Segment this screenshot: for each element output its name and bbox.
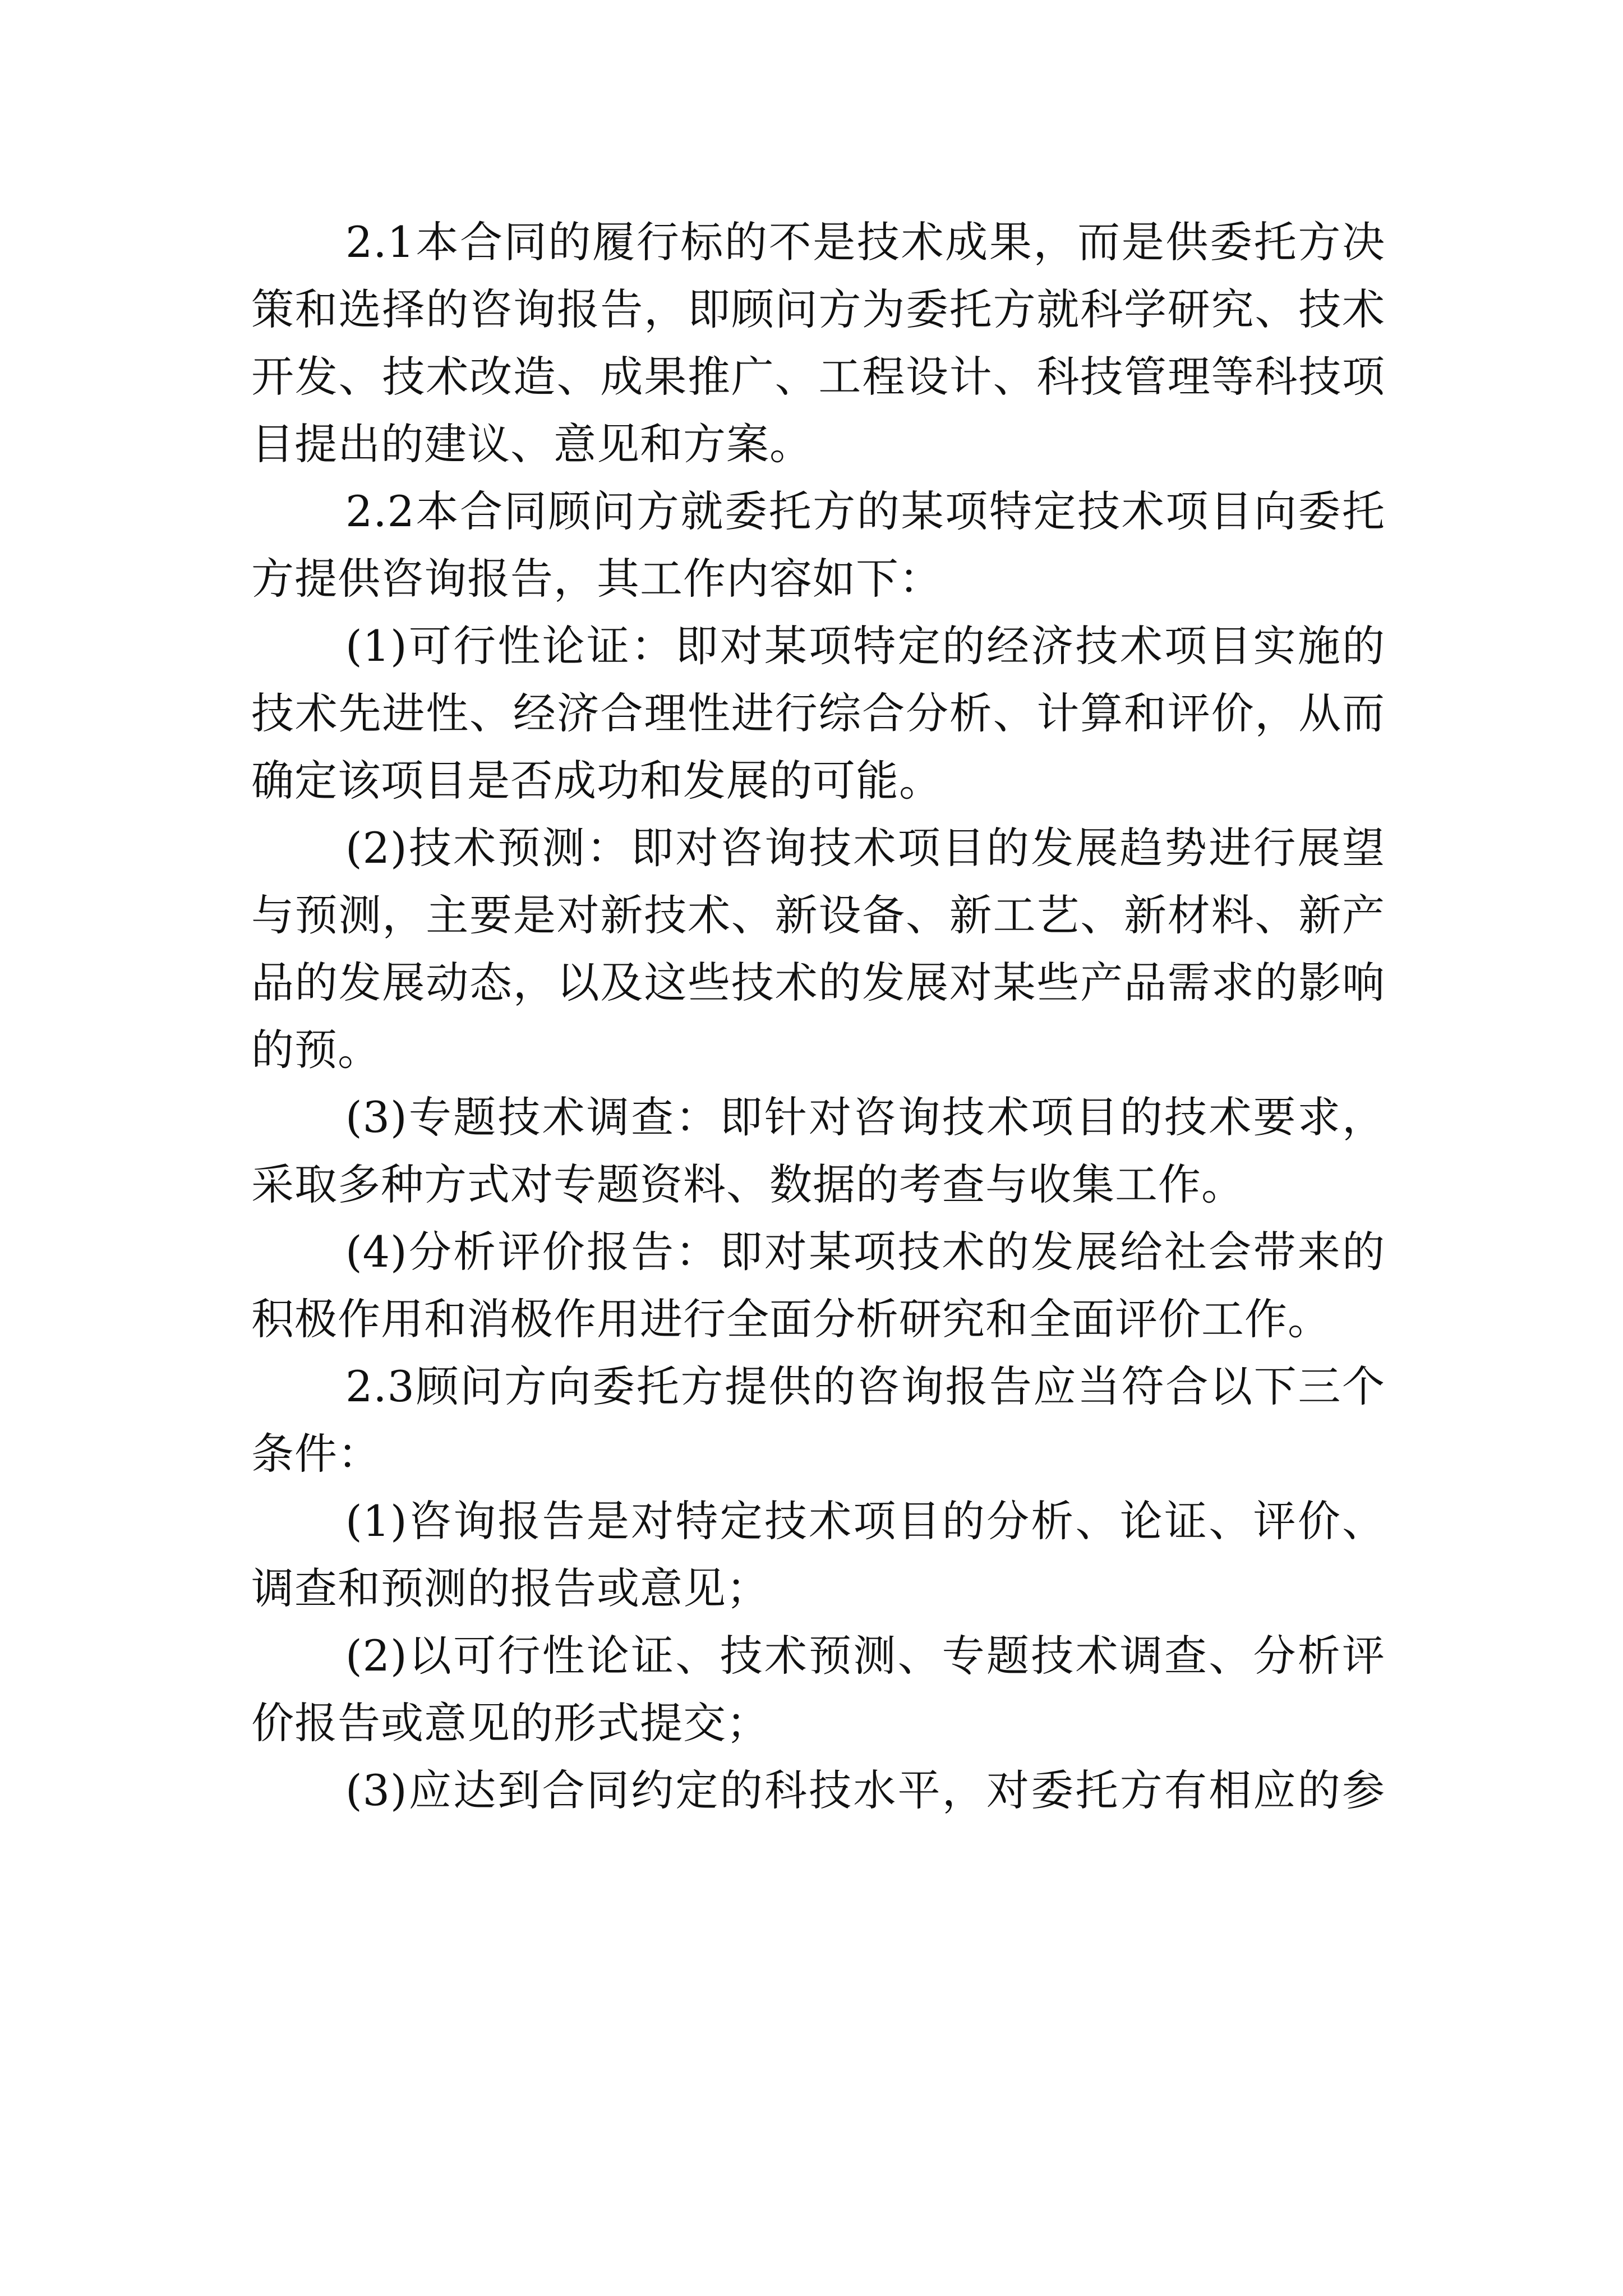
text-line: 2.3顾问方向委托方提供的咨询报告应当符合以下三个: [345, 1361, 1385, 1411]
text-line: 2.1本合同的履行标的不是技术成果，而是供委托方决: [345, 217, 1385, 267]
document-body: [251, 209, 1385, 1824]
text-line: 价报告或意见的形式提交；: [251, 1698, 769, 1748]
text-line: (3)专题技术调查：即针对咨询技术项目的技术要求，: [345, 1092, 1385, 1142]
text-line: 技术先进性、经济合理性进行综合分析、计算和评价，从而: [251, 688, 1385, 738]
text-line: (2)以可行性论证、技术预测、专题技术调查、分析评: [345, 1631, 1385, 1681]
text-line: 确定该项目是否成功和发展的可能。: [251, 756, 942, 806]
text-line: 策和选择的咨询报告，即顾问方为委托方就科学研究、技术: [251, 284, 1385, 334]
text-line: 2.2本合同顾问方就委托方的某项特定技术项目向委托: [345, 486, 1385, 536]
text-line: 开发、技术改造、成果推广、工程设计、科技管理等科技项: [251, 352, 1385, 402]
text-line: (4)分析评价报告：即对某项技术的发展给社会带来的: [345, 1227, 1385, 1277]
text-line: 的预。: [251, 1025, 381, 1075]
text-line: (2)技术预测：即对咨询技术项目的发展趋势进行展望: [345, 823, 1385, 873]
text-line: 条件：: [251, 1429, 381, 1479]
text-line: (1)可行性论证：即对某项特定的经济技术项目实施的: [345, 621, 1385, 671]
text-line: 目提出的建议、意见和方案。: [251, 419, 813, 469]
text-line: (1)咨询报告是对特定技术项目的分析、论证、评价、: [345, 1496, 1385, 1546]
text-line: 调查和预测的报告或意见；: [251, 1563, 769, 1613]
text-line: (3)应达到合同约定的科技水平，对委托方有相应的参: [345, 1765, 1385, 1815]
text-line: 方提供咨询报告，其工作内容如下：: [251, 554, 942, 604]
text-line: 与预测，主要是对新技术、新设备、新工艺、新材料、新产: [251, 890, 1385, 940]
text-line: 采取多种方式对专题资料、数据的考查与收集工作。: [251, 1159, 1244, 1209]
text-line: 积极作用和消极作用进行全面分析研究和全面评价工作。: [251, 1294, 1331, 1344]
text-line: 品的发展动态，以及这些技术的发展对某些产品需求的影响: [251, 958, 1385, 1007]
